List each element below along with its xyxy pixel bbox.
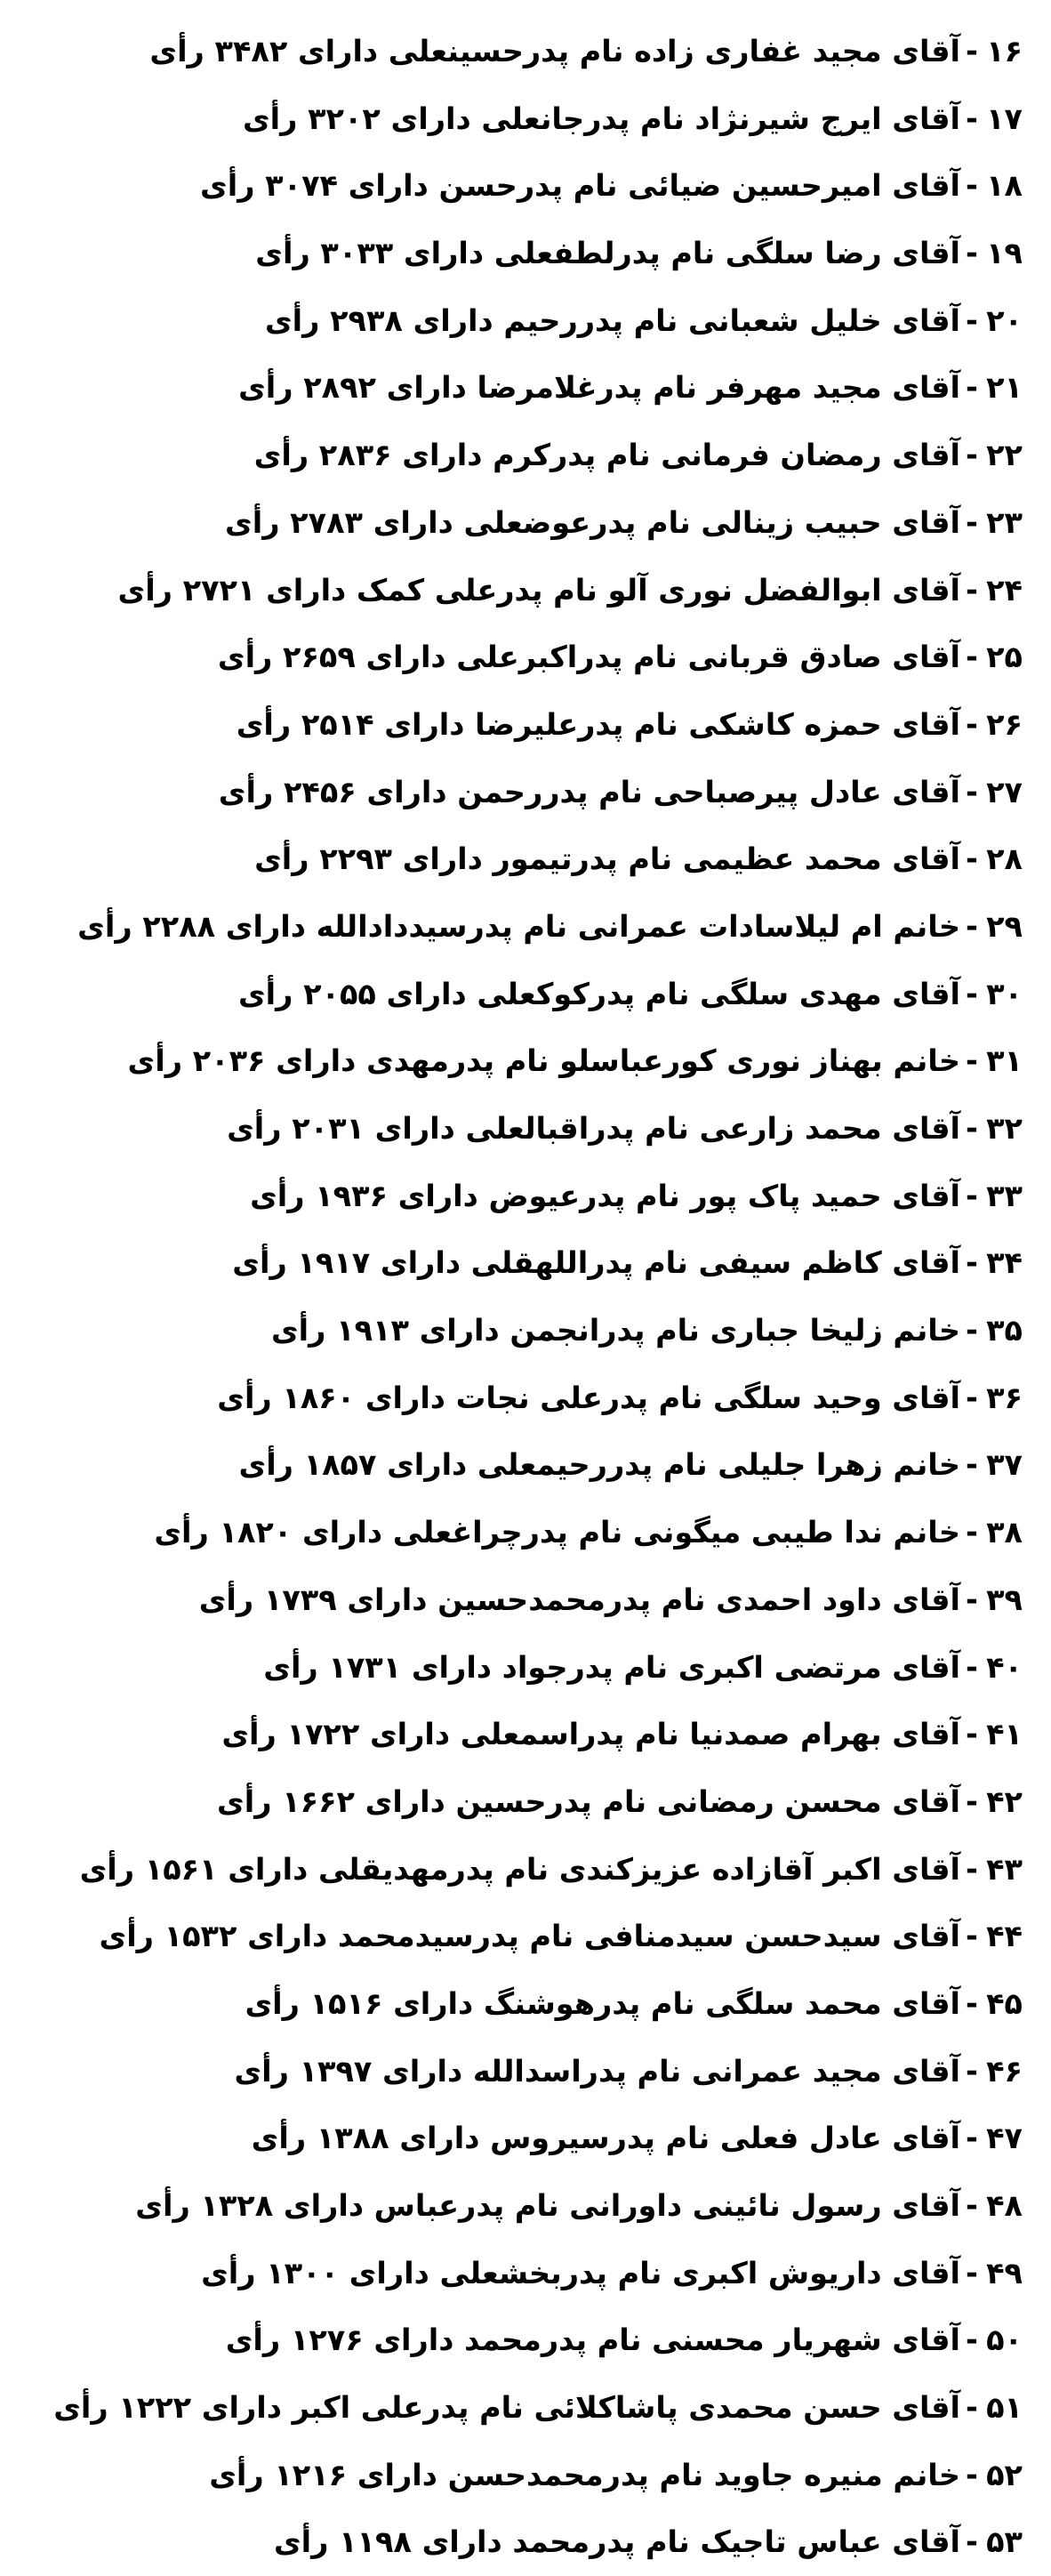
item-separator: - bbox=[966, 706, 978, 742]
candidate-entry-text: آقای رضا سلگی نام پدرلطفعلی دارای ۳۰۳۳ رأی bbox=[255, 236, 960, 271]
item-separator: - bbox=[966, 168, 978, 204]
item-number: ۳۹ bbox=[986, 1582, 1023, 1617]
item-separator: - bbox=[966, 504, 978, 540]
candidate-entry-text: آقای شهریار محسنی نام پدرمحمد دارای ۱۲۷۶ رأی bbox=[225, 2322, 960, 2358]
item-number: ۴۰ bbox=[986, 1649, 1023, 1685]
list-item bbox=[9, 2240, 1023, 2307]
candidate-entry-text: آقای محمد زارعی نام پدراقبالعلی دارای ۲۰۳۱ رأی bbox=[227, 1111, 960, 1146]
list-item bbox=[9, 2172, 1023, 2240]
item-number: ۲۸ bbox=[986, 841, 1023, 877]
item-number: ۱۸ bbox=[986, 168, 1023, 204]
list-item bbox=[9, 691, 1023, 759]
item-number: ۲۵ bbox=[986, 640, 1023, 675]
candidate-entry-text: آقای رسول نائینی داورانی نام پدرعباس دارای ۱۳۲۸ رأی bbox=[135, 2188, 960, 2223]
item-number: ۵۲ bbox=[986, 2457, 1023, 2492]
list-item bbox=[9, 2442, 1023, 2509]
candidate-entry-text: خانم منیره جاوید نام پدرمحمدحسن دارای ۱۲۱۶ رأی bbox=[209, 2457, 960, 2492]
item-number: ۳۷ bbox=[986, 1447, 1023, 1483]
list-item bbox=[9, 85, 1023, 153]
item-number: ۴۵ bbox=[986, 1985, 1023, 2021]
item-separator: - bbox=[966, 1717, 978, 1752]
item-separator: - bbox=[966, 2053, 978, 2089]
item-separator: - bbox=[966, 1380, 978, 1415]
list-item bbox=[9, 1364, 1023, 1432]
candidate-entry-text: آقای داریوش اکبری نام پدربخشعلی دارای ۱۳۰۰ رأی bbox=[201, 2255, 960, 2290]
list-item bbox=[9, 961, 1023, 1028]
list-item bbox=[9, 624, 1023, 691]
item-separator: - bbox=[966, 2188, 978, 2223]
list-item bbox=[9, 1768, 1023, 1836]
item-separator: - bbox=[966, 302, 978, 338]
item-number: ۱۷ bbox=[986, 101, 1023, 136]
candidate-entry-text: آقای محمد سلگی نام پدرهوشنگ دارای ۱۵۱۶ رأی bbox=[245, 1985, 960, 2021]
candidate-entry-text: آقای امیرحسین ضیائی نام پدرحسن دارای ۳۰۷۴ رأی bbox=[200, 168, 960, 204]
candidate-entry-text: آقای داود احمدی نام پدرمحمدحسین دارای ۱۷۳۹ رأی bbox=[198, 1582, 960, 1617]
candidate-entry-text: آقای سیدحسن سیدمنافی نام پدرسیدمحمد دارای ۱۵۳۲ رأی bbox=[99, 1919, 960, 1954]
candidate-entry-text: آقای مهدی سلگی نام پدرکوکعلی دارای ۲۰۵۵ رأی bbox=[237, 976, 960, 1011]
list-item bbox=[9, 1566, 1023, 1634]
candidate-entry-text: آقای خلیل شعبانی نام پدررحیم دارای ۲۹۳۸ رأی bbox=[264, 302, 960, 338]
document-page bbox=[0, 18, 1051, 2574]
item-separator: - bbox=[966, 908, 978, 944]
item-separator: - bbox=[966, 1111, 978, 1146]
list-item bbox=[9, 422, 1023, 489]
item-number: ۴۷ bbox=[986, 2121, 1023, 2156]
item-number: ۴۱ bbox=[986, 1717, 1023, 1752]
item-separator: - bbox=[966, 640, 978, 675]
item-separator: - bbox=[966, 2390, 978, 2426]
candidate-entry-text: آقای وحید سلگی نام پدرعلی نجات دارای ۱۸۶۰ رأی bbox=[217, 1380, 960, 1415]
candidate-entry-text: آقای مجید غفاری زاده نام پدرحسینعلی دارای ۳۴۸۲ رأی bbox=[149, 34, 960, 68]
list-item bbox=[9, 1836, 1023, 1904]
item-number: ۲۹ bbox=[986, 908, 1023, 944]
list-item bbox=[9, 2038, 1023, 2105]
item-number: ۳۳ bbox=[986, 1178, 1023, 1213]
item-number: ۳۶ bbox=[986, 1380, 1023, 1415]
item-separator: - bbox=[966, 2121, 978, 2156]
list-item bbox=[9, 1297, 1023, 1364]
candidate-entry-text: آقای اکبر آقازاده عزیزکندی نام پدرمهدیقلی دارای ۱۵۶۱ رأی bbox=[79, 1851, 960, 1887]
candidate-entry-text: آقای بهرام صمدنیا نام پدراسمعلی دارای ۱۷۲۲ رأی bbox=[221, 1717, 960, 1752]
item-number: ۴۸ bbox=[986, 2188, 1023, 2223]
candidate-entry-text: آقای حمزه کاشکی نام پدرعلیرضا دارای ۲۵۱۴ رأی bbox=[236, 706, 960, 742]
item-separator: - bbox=[966, 2457, 978, 2492]
item-number: ۴۲ bbox=[986, 1783, 1023, 1819]
item-separator: - bbox=[966, 976, 978, 1011]
list-item bbox=[9, 1970, 1023, 2038]
candidate-entry-text: آقای عادل فعلی نام پدرسیروس دارای ۱۳۸۸ رأی bbox=[251, 2121, 960, 2156]
item-separator: - bbox=[966, 1313, 978, 1348]
list-item bbox=[9, 1163, 1023, 1230]
item-number: ۴۶ bbox=[986, 2053, 1023, 2089]
list-item bbox=[9, 1095, 1023, 1163]
item-separator: - bbox=[966, 370, 978, 406]
list-item bbox=[9, 1903, 1023, 1970]
item-separator: - bbox=[966, 774, 978, 809]
list-item bbox=[9, 2374, 1023, 2442]
item-separator: - bbox=[966, 1919, 978, 1954]
list-item bbox=[9, 893, 1023, 961]
item-separator: - bbox=[966, 1649, 978, 1685]
item-number: ۳۰ bbox=[986, 976, 1023, 1011]
list-item bbox=[9, 1229, 1023, 1297]
list-item bbox=[9, 1701, 1023, 1768]
item-number: ۵۰ bbox=[986, 2322, 1023, 2358]
candidate-vote-list bbox=[9, 18, 1023, 2576]
list-item bbox=[9, 152, 1023, 220]
list-item bbox=[9, 557, 1023, 624]
list-item bbox=[9, 18, 1023, 85]
item-separator: - bbox=[966, 1178, 978, 1213]
item-number: ۳۲ bbox=[986, 1111, 1023, 1146]
item-number: ۲۴ bbox=[986, 572, 1023, 608]
list-item bbox=[9, 825, 1023, 893]
item-separator: - bbox=[966, 1851, 978, 1887]
list-item bbox=[9, 220, 1023, 287]
list-item bbox=[9, 1431, 1023, 1499]
list-item bbox=[9, 1027, 1023, 1095]
item-number: ۲۲ bbox=[986, 438, 1023, 473]
item-separator: - bbox=[966, 1783, 978, 1819]
item-number: ۲۶ bbox=[986, 706, 1023, 742]
list-item bbox=[9, 759, 1023, 826]
candidate-entry-text: آقای صادق قربانی نام پدراکبرعلی دارای ۲۶۵۹ رأی bbox=[217, 640, 960, 675]
item-number: ۵۳ bbox=[986, 2524, 1023, 2560]
item-separator: - bbox=[966, 1447, 978, 1483]
item-separator: - bbox=[966, 1582, 978, 1617]
item-number: ۳۸ bbox=[986, 1515, 1023, 1550]
candidate-entry-text: آقای عباس تاجیک نام پدرمحمد دارای ۱۱۹۸ رأی bbox=[273, 2524, 960, 2560]
item-number: ۲۱ bbox=[986, 370, 1023, 406]
item-number: ۱۹ bbox=[986, 236, 1023, 271]
candidate-entry-text: آقای ایرج شیرنژاد نام پدرجانعلی دارای ۳۲۰۲ رأی bbox=[242, 101, 960, 136]
candidate-entry-text: آقای حمید پاک پور نام پدرعیوض دارای ۱۹۳۶ رأی bbox=[250, 1178, 960, 1213]
candidate-entry-text: خانم ام لیلاسادات عمرانی نام پدرسیددادالله دارای ۲۲۸۸ رأی bbox=[77, 908, 960, 944]
item-number: ۵۱ bbox=[986, 2390, 1023, 2426]
list-item bbox=[9, 489, 1023, 557]
candidate-entry-text: آقای مجید عمرانی نام پدراسدالله دارای ۱۳۹۷ رأی bbox=[234, 2053, 960, 2089]
candidate-entry-text: آقای حسن محمدی پاشاکلائی نام پدرعلی اکبر دارای ۱۲۲۲ رأی bbox=[53, 2390, 960, 2426]
candidate-entry-text: آقای رمضان فرمانی نام پدرکرم دارای ۲۸۳۶ رأی bbox=[253, 438, 960, 473]
item-separator: - bbox=[966, 2322, 978, 2358]
candidate-entry-text: خانم ندا طیبی میگونی نام پدرچراغعلی دارای ۱۸۲۰ رأی bbox=[154, 1515, 960, 1550]
item-separator: - bbox=[966, 1245, 978, 1281]
list-item bbox=[9, 2306, 1023, 2374]
candidate-entry-text: خانم زلیخا جباری نام پدرانجمن دارای ۱۹۱۳ رأی bbox=[270, 1313, 960, 1348]
candidate-entry-text: آقای مجید مهرفر نام پدرغلامرضا دارای ۲۸۹۲ رأی bbox=[238, 370, 960, 406]
candidate-entry-text: آقای کاظم سیفی نام پدراللهقلی دارای ۱۹۱۷ رأی bbox=[232, 1245, 960, 1281]
item-number: ۱۶ bbox=[986, 34, 1023, 68]
item-separator: - bbox=[966, 438, 978, 473]
list-item bbox=[9, 354, 1023, 422]
candidate-entry-text: آقای محسن رمضانی نام پدرحسین دارای ۱۶۶۲ رأی bbox=[217, 1783, 960, 1819]
item-separator: - bbox=[966, 2255, 978, 2290]
item-separator: - bbox=[966, 1043, 978, 1079]
item-number: ۳۱ bbox=[986, 1043, 1023, 1079]
item-number: ۴۹ bbox=[986, 2255, 1023, 2290]
item-separator: - bbox=[966, 34, 978, 68]
candidate-entry-text: آقای ابوالفضل نوری آلو نام پدرعلی کمک دارای ۲۷۲۱ رأی bbox=[117, 572, 960, 608]
item-number: ۳۴ bbox=[986, 1245, 1023, 1281]
item-separator: - bbox=[966, 1985, 978, 2021]
item-separator: - bbox=[966, 1515, 978, 1550]
candidate-entry-text: خانم زهرا جلیلی نام پدررحیمعلی دارای ۱۸۵۷ رأی bbox=[238, 1447, 960, 1483]
list-item bbox=[9, 2105, 1023, 2172]
candidate-entry-text: خانم بهناز نوری کورعباسلو نام پدرمهدی دارای ۲۰۳۶ رأی bbox=[127, 1043, 960, 1079]
item-separator: - bbox=[966, 101, 978, 136]
item-number: ۲۰ bbox=[986, 302, 1023, 338]
item-separator: - bbox=[966, 236, 978, 271]
item-number: ۲۷ bbox=[986, 774, 1023, 809]
candidate-entry-text: آقای حبیب زینالی نام پدرعوضعلی دارای ۲۷۸۳ رأی bbox=[225, 504, 960, 540]
candidate-entry-text: آقای مرتضی اکبری نام پدرجواد دارای ۱۷۳۱ رأی bbox=[263, 1649, 960, 1685]
item-number: ۲۳ bbox=[986, 504, 1023, 540]
list-item bbox=[9, 1499, 1023, 1566]
list-item bbox=[9, 287, 1023, 355]
candidate-entry-text: آقای محمد عظیمی نام پدرتیمور دارای ۲۲۹۳ رأی bbox=[254, 841, 960, 877]
item-separator: - bbox=[966, 572, 978, 608]
item-number: ۴۳ bbox=[986, 1851, 1023, 1887]
list-item bbox=[9, 1634, 1023, 1702]
item-separator: - bbox=[966, 2524, 978, 2560]
item-number: ۳۵ bbox=[986, 1313, 1023, 1348]
item-number: ۴۴ bbox=[986, 1919, 1023, 1954]
list-item bbox=[9, 2508, 1023, 2576]
candidate-entry-text: آقای عادل پیرصباحی نام پدررحمن دارای ۲۴۵۶ رأی bbox=[218, 774, 960, 809]
item-separator: - bbox=[966, 841, 978, 877]
